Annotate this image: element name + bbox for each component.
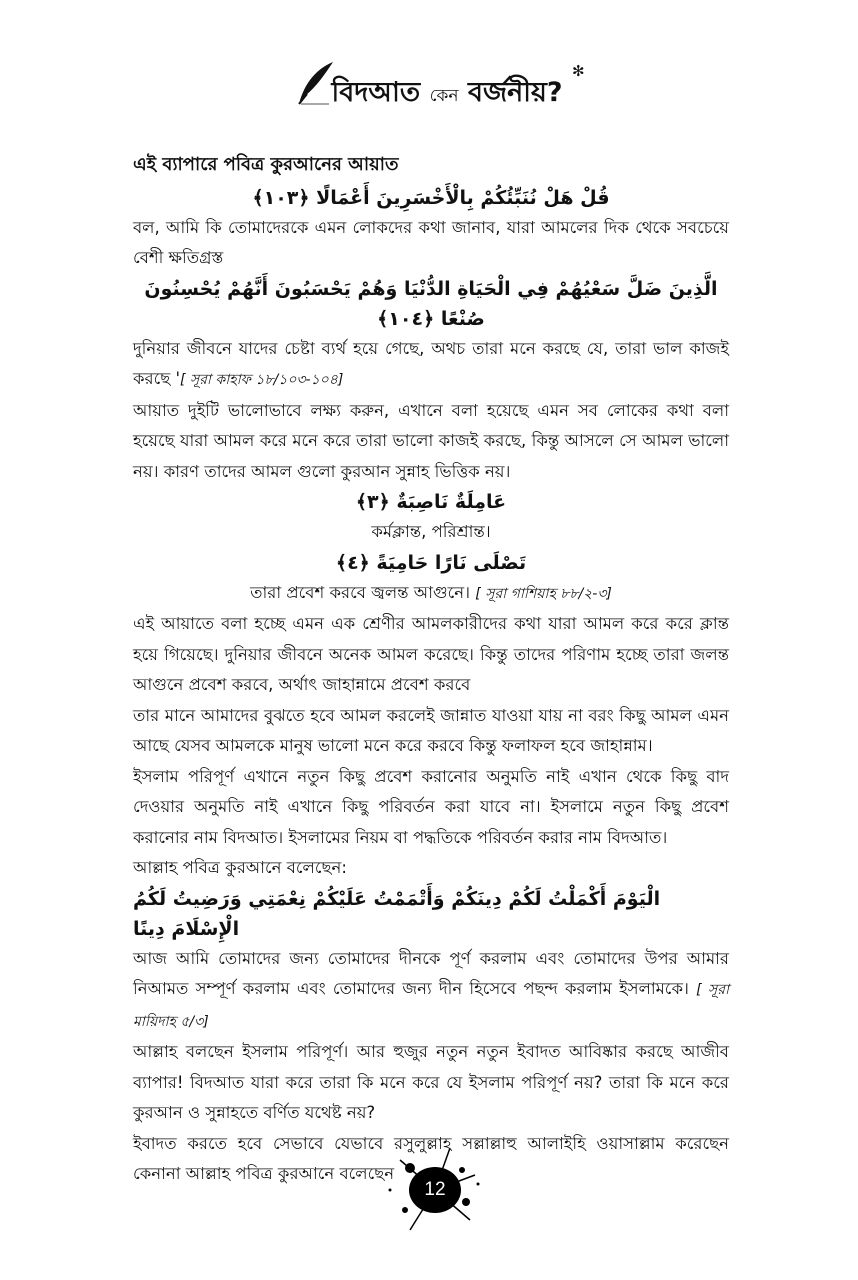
page-number-splash <box>380 1140 490 1240</box>
quill-icon <box>295 60 335 106</box>
flourish-icon: ✻ <box>571 62 585 80</box>
paragraph: আল্লাহ পবিত্র কুরআনে বলেছেন: <box>133 858 347 877</box>
page-header <box>0 62 858 117</box>
arabic-verse-5: الْيَوْمَ أَكْمَلْتُ لَكُمْ دِينَكُمْ وَأَتْمَمْتُ عَلَيْكُمْ نِعْمَتِي وَرَضِيتُ لَكُمُ الْإِسْلَامَ دِينًا <box>133 887 661 940</box>
translation: কর্মক্লান্ত, পরিশ্রান্ত। <box>371 522 491 541</box>
citation: [ সূরা কাহাফ ১৮/১০৩-১০৪] <box>180 372 344 388</box>
paragraph: ইসলাম পরিপূর্ণ এখানে নতুন কিছু প্রবেশ করানোর অনুমতি নাই এখান থেকে কিছু বাদ দেওয়ার অনুমতি নাই এখানে কিছু পরিবর্তন করা যাবে না। ইসলামে নতুন কিছু প্রবেশ করানোর নাম বিদআত। ইসলামের নিয়ম বা পদ্ধতিকে পরিবর্তন করার নাম বিদআত। <box>133 766 729 847</box>
arabic-verse-1: قُلْ هَلْ نُنَبِّئُكُمْ بِالْأَخْسَرِينَ أَعْمَالًا ﴿١٠٣﴾ <box>252 186 610 209</box>
translation-text: তারা প্রবেশ করবে জ্বলন্ত আগুনে। <box>250 582 476 602</box>
translation <box>133 578 729 610</box>
paragraph <box>133 944 729 1038</box>
title-word-3: বর্জনীয়? <box>467 77 563 108</box>
paragraph: আয়াত দুইটি ভালোভাবে লক্ষ্য করুন, এখানে বলা হয়েছে এমন সব লোকের কথা বলা হয়েছে যারা আমল করে মনে করে তারা ভালো কাজই করছে, কিন্তু আসলে সে আমল ভালো নয়। কারণ তাদের আমল গুলো কুরআন সুন্নাহ ভিত্তিক নয়। <box>133 400 729 481</box>
title-word-1: বিদআত <box>331 77 421 108</box>
paragraph-text: দুনিয়ার জীবনে যাদের চেষ্টা ব্যর্থ হয়ে গেছে, অথচ তারা মনে করছে যে, তারা ভাল কাজই করছে ' <box>133 338 729 388</box>
paragraph: বল, আমি কি তোমাদেরকে এমন লোকদের কথা জানাব, যারা আমলের দিক থেকে সবচেয়ে বেশী ক্ষতিগ্রস্ত <box>133 217 729 267</box>
paragraph: তার মানে আমাদের বুঝতে হবে আমল করলেই জান্নাত যাওয়া যায় না বরং কিছু আমল এমন আছে যেসব আমলকে মানুষ ভালো মনে করে করবে কিন্তু ফলাফল হবে জাহান্নাম। <box>133 705 729 755</box>
arabic-verse-2: الَّذِينَ ضَلَّ سَعْيُهُمْ فِي الْحَيَاةِ الدُّنْيَا وَهُمْ يَحْسَبُونَ أَنَّهُمْ يُحْسِنُونَ صُنْعًا ﴿١٠٤﴾ <box>144 277 718 330</box>
paragraph-text: আজ আমি তোমাদের জন্য তোমাদের দীনকে পূর্ণ করলাম এবং তোমাদের উপর আমার নিআমত সম্পূর্ণ করলাম এবং তোমাদের জন্য দীন হিসেবে পছন্দ করলাম ইসলামকে। <box>133 948 729 998</box>
citation: [ সূরা মায়িদাহ ৫/৩] <box>133 982 730 1030</box>
arabic-verse-3: عَامِلَةٌ نَاصِبَةٌ ﴿٣﴾ <box>355 491 507 513</box>
citation: [ সূরা গাশিয়াহ ৮৮/২-৩] <box>475 585 612 602</box>
arabic-verse-4: تَصْلَى نَارًا حَامِيَةً ﴿٤﴾ <box>335 551 527 574</box>
book-title <box>295 62 585 117</box>
paragraph <box>133 334 729 396</box>
page-body <box>133 150 729 1190</box>
section-heading: এই ব্যাপারে পবিত্র কুরআনের আয়াত <box>133 154 399 175</box>
paragraph: এই আয়াতে বলা হচ্ছে এমন এক শ্রেণীর আমলকারীদের কথা যারা আমল করে করে ক্লান্ত হয়ে গিয়েছে। দুনিয়ার জীবনে অনেক আমল করেছে। কিন্তু তাদের পরিণাম হচ্ছে তারা জলন্ত আগুনে প্রবেশ করবে, অর্থাৎ জাহান্নামে প্রবেশ করবে <box>133 614 729 694</box>
paragraph: আল্লাহ বলছেন ইসলাম পরিপূর্ণ। আর হুজুর নতুন নতুন ইবাদত আবিষ্কার করছে আজীব ব্যাপার! বিদআত যারা করে তারা কি মনে করে যে ইসলাম পরিপূর্ণ নয়? তারা কি মনে করে কুরআন ও সুন্নাহতে বর্ণিত যথেষ্ট নয়? <box>133 1042 729 1122</box>
paragraph: ইবাদত করতে হবে সেভাবে যেভাবে রসুলুল্লাহ সল্লাল্লাহু আলাইহি ওয়াসাল্লাম করেছেন কেনানা আল্লাহ পবিত্র কুরআনে বলেছেন <box>133 1133 729 1183</box>
title-word-2: কেন <box>429 86 459 106</box>
page-number: 12 <box>424 1179 446 1200</box>
